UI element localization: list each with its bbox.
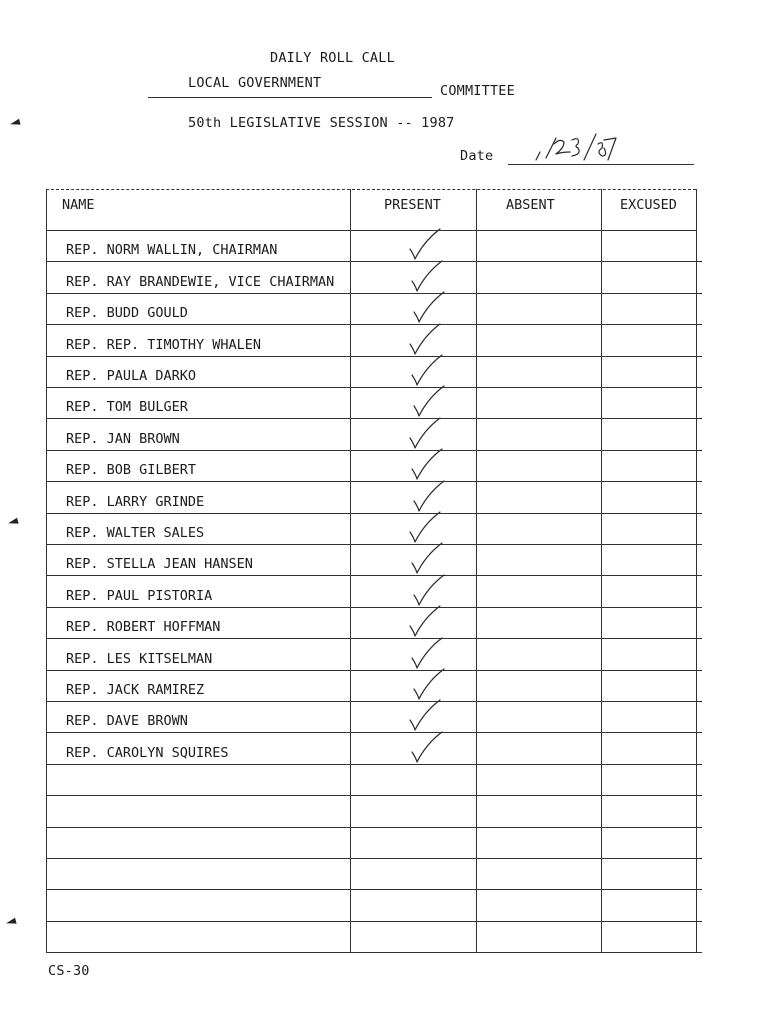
table-row-line	[46, 795, 702, 796]
table-row-line	[46, 575, 702, 576]
table-row-line	[46, 764, 702, 765]
member-name: REP. TOM BULGER	[66, 399, 188, 416]
member-name: REP. BOB GILBERT	[66, 462, 197, 479]
member-name: REP. RAY BRANDEWIE, VICE CHAIRMAN	[66, 273, 335, 290]
header-divider	[46, 230, 696, 231]
table-row-line	[46, 387, 702, 388]
table-row-line	[46, 638, 702, 639]
header-present: PRESENT	[384, 197, 441, 213]
margin-mark	[7, 518, 18, 526]
member-name: REP. STELLA JEAN HANSEN	[66, 556, 253, 573]
table-column-line	[601, 189, 602, 952]
member-name: REP. WALTER SALES	[66, 525, 205, 541]
table-row-line	[46, 952, 702, 953]
table-row-line	[46, 450, 702, 451]
table-row-line	[46, 670, 702, 671]
header-name: NAME	[62, 197, 95, 213]
table-column-line	[476, 189, 477, 952]
form-number: CS-30	[48, 963, 90, 979]
table-row-line	[46, 261, 702, 262]
table-row-line	[46, 889, 702, 890]
margin-mark	[5, 918, 16, 926]
table-row-line	[46, 732, 702, 733]
handwritten-date	[534, 130, 624, 170]
table-row-line	[46, 513, 702, 514]
present-checkmark	[408, 728, 448, 768]
table-top-border	[46, 189, 696, 190]
committee-name: LOCAL GOVERNMENT	[188, 75, 322, 91]
member-name: REP. JACK RAMIREZ	[66, 682, 205, 698]
table-row-line	[46, 481, 702, 482]
table-column-line	[46, 189, 47, 952]
margin-mark	[9, 119, 20, 127]
member-name: REP. REP. TIMOTHY WHALEN	[66, 336, 262, 353]
table-row-line	[46, 544, 702, 545]
committee-underline	[148, 97, 432, 98]
member-name: REP. LARRY GRINDE	[66, 493, 205, 510]
table-row-line	[46, 293, 702, 294]
session-line: 50th LEGISLATIVE SESSION -- 1987	[188, 115, 455, 131]
table-row-line	[46, 921, 702, 922]
table-column-line	[350, 189, 351, 952]
member-name: REP. ROBERT HOFFMAN	[66, 619, 221, 636]
member-name: REP. PAUL PISTORIA	[66, 587, 213, 604]
member-name: REP. JAN BROWN	[66, 430, 180, 447]
member-name: REP. LES KITSELMAN	[66, 650, 213, 667]
table-row-line	[46, 356, 702, 357]
table-row-line	[46, 418, 702, 419]
header-excused: EXCUSED	[620, 197, 677, 213]
member-name: REP. PAULA DARKO	[66, 368, 197, 384]
member-name: REP. CAROLYN SQUIRES	[66, 744, 229, 761]
date-label: Date	[460, 148, 494, 164]
form-title: DAILY ROLL CALL	[270, 50, 395, 66]
member-name: REP. BUDD GOULD	[66, 305, 188, 322]
member-name: REP. DAVE BROWN	[66, 713, 188, 730]
table-row-line	[46, 827, 702, 828]
member-name: REP. NORM WALLIN, CHAIRMAN	[66, 242, 278, 259]
header-absent: ABSENT	[506, 197, 555, 213]
table-row-line	[46, 324, 702, 325]
table-row-line	[46, 701, 702, 702]
table-column-line	[696, 189, 697, 952]
table-row-line	[46, 858, 702, 859]
table-row-line	[46, 607, 702, 608]
committee-label: COMMITTEE	[440, 83, 515, 99]
